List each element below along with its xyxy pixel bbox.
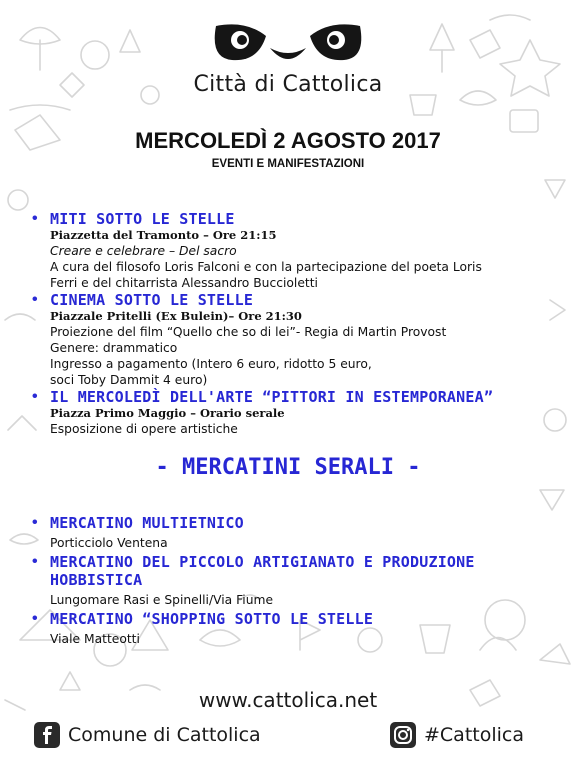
instagram-icon (390, 722, 416, 748)
website-link[interactable]: www.cattolica.net (198, 688, 378, 712)
market-item (32, 610, 562, 647)
event-title: IL MERCOLEDÌ DELL'ARTE “PITTORI IN ESTEMPORANEA” (50, 388, 494, 406)
event-item (32, 291, 562, 388)
event-title: MITI SOTTO LE STELLE (50, 210, 235, 228)
markets-heading: - MERCATINI SERALI - (155, 455, 421, 480)
event-line: Creare e celebrare – Del sacro (50, 244, 237, 258)
bullet: • (32, 553, 38, 570)
instagram-label: #Cattolica (424, 724, 525, 746)
event-line: Ingresso a pagamento (Intero 6 euro, ridotto 5 euro, (50, 357, 372, 371)
market-location: Viale Matteotti (50, 632, 140, 646)
page-subtitle: EVENTI E MANIFESTAZIONI (211, 158, 365, 170)
market-title: MERCATINO MULTIETNICO (50, 514, 244, 532)
facebook-link[interactable] (34, 719, 261, 751)
market-item (32, 553, 562, 608)
event-line: soci Toby Dammit 4 euro) (50, 373, 208, 387)
org-name: Città di Cattolica (193, 72, 383, 97)
cattolica-logo-icon (208, 18, 368, 70)
event-place: Piazzale Pritelli (Ex Bulein)– Ore 21:30 (50, 309, 302, 323)
bullet: • (32, 514, 38, 531)
facebook-icon (34, 722, 60, 748)
market-location: Lungomare Rasi e Spinelli/Via Fiume (50, 593, 274, 607)
events-list (32, 210, 562, 437)
market-title: MERCATINO DEL PICCOLO ARTIGIANATO E PRODUZIONE HOBBISTICA (50, 553, 475, 589)
event-line: Esposizione di opere artistiche (50, 422, 238, 436)
event-line: Proiezione del film “Quello che so di lei”- Regia di Martin Provost (50, 325, 447, 339)
markets-list (32, 514, 562, 647)
market-location: Porticciolo Ventena (50, 536, 168, 550)
event-place: Piazza Primo Maggio – Orario serale (50, 406, 285, 420)
event-line: Genere: drammatico (50, 341, 178, 355)
event-place: Piazzetta del Tramonto – Ore 21:15 (50, 228, 277, 242)
bullet: • (32, 610, 38, 627)
page-title: MERCOLEDÌ 2 AGOSTO 2017 (135, 128, 441, 153)
event-line: Ferri e del chitarrista Alessandro Buccioletti (50, 276, 318, 290)
market-title: MERCATINO “SHOPPING SOTTO LE STELLE (50, 610, 374, 628)
bullet: • (32, 210, 38, 227)
event-item (32, 210, 562, 291)
event-line: A cura del filosofo Loris Falconi e con la partecipazione del poeta Loris (50, 260, 482, 274)
instagram-link[interactable] (390, 719, 524, 751)
event-title: CINEMA SOTTO LE STELLE (50, 291, 254, 309)
bullet: • (32, 388, 38, 405)
city-logo (0, 18, 576, 97)
facebook-label: Comune di Cattolica (68, 724, 261, 746)
market-item (32, 514, 562, 551)
bullet: • (32, 291, 38, 308)
event-item (32, 388, 562, 437)
